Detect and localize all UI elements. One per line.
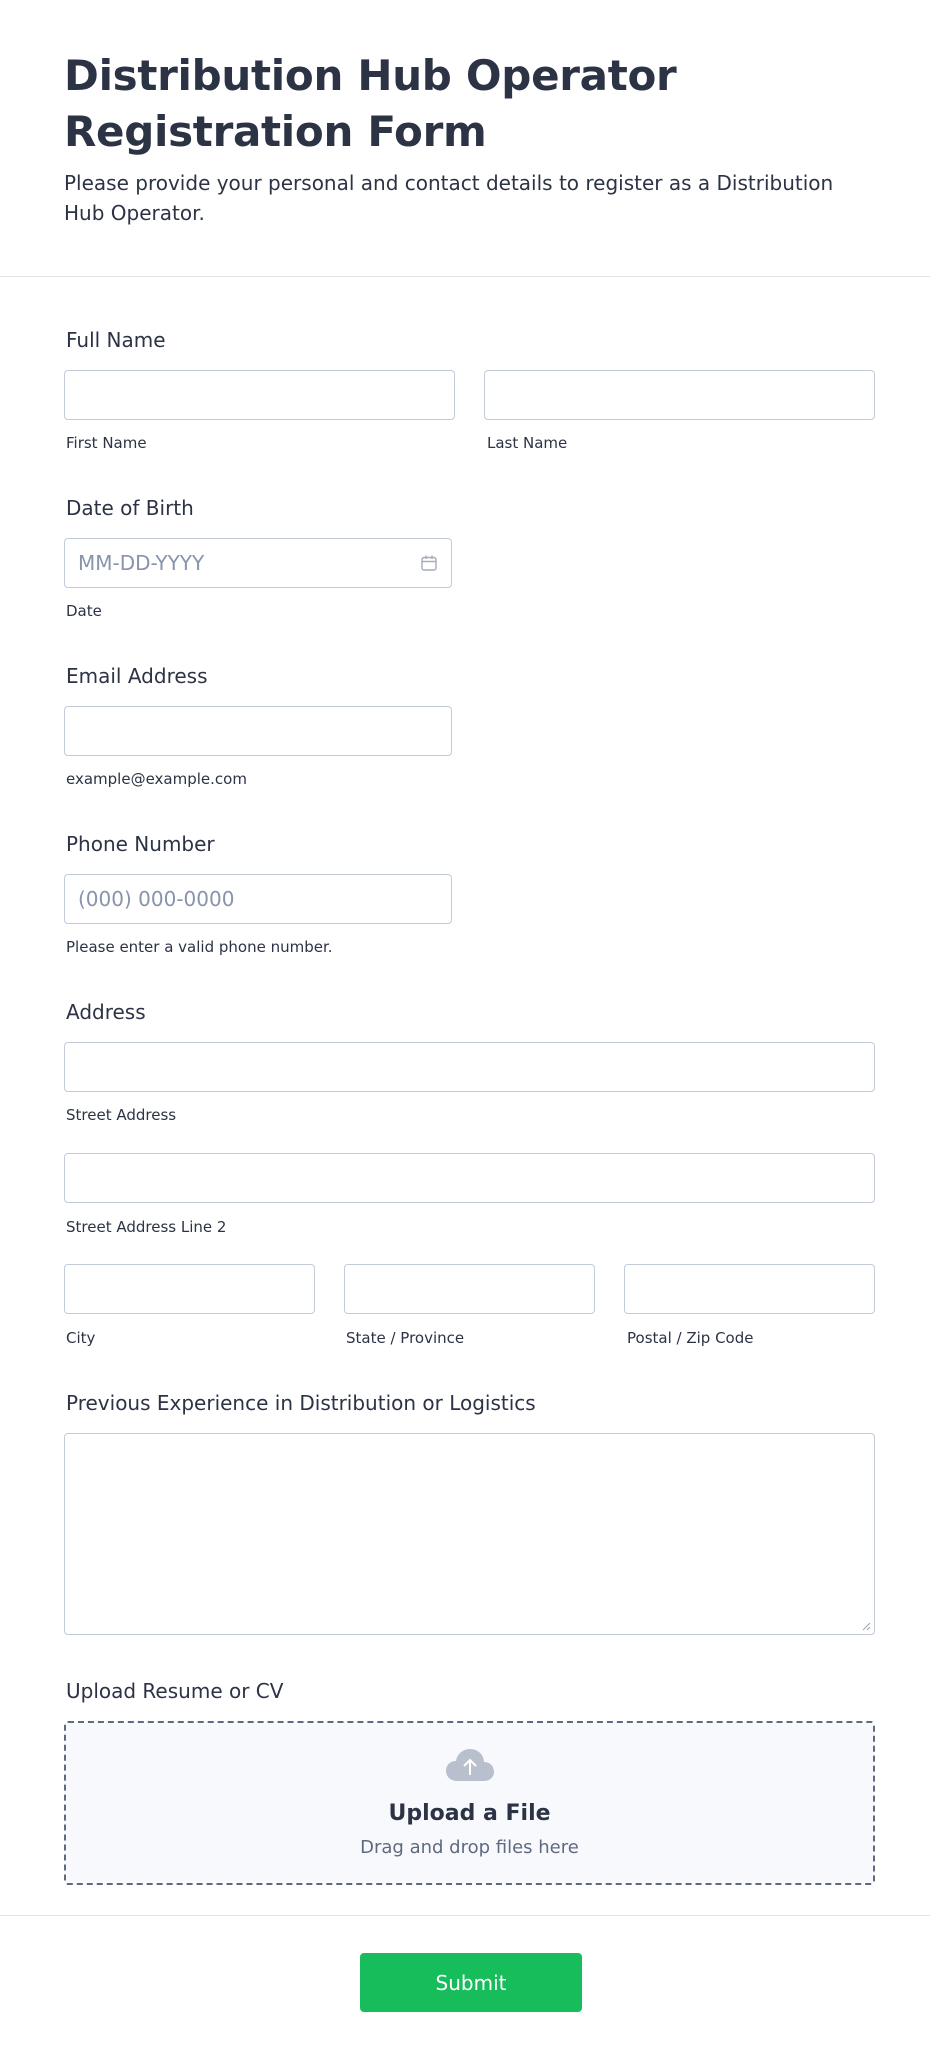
cloud-upload-icon <box>444 1747 496 1783</box>
experience-label: Previous Experience in Distribution or Logistics <box>66 1391 536 1415</box>
street-address-input[interactable] <box>64 1042 875 1092</box>
phone-label: Phone Number <box>66 832 215 856</box>
state-sublabel: State / Province <box>346 1329 465 1347</box>
street-address-line2-input[interactable] <box>64 1153 875 1203</box>
submit-button[interactable]: Submit <box>360 1953 582 2012</box>
experience-textarea[interactable] <box>64 1433 875 1635</box>
address-label: Address <box>66 1000 146 1024</box>
last-name-input[interactable] <box>484 370 875 420</box>
state-input[interactable] <box>344 1264 595 1314</box>
dob-sublabel: Date <box>66 602 102 620</box>
header-divider <box>0 276 930 277</box>
email-sublabel: example@example.com <box>66 770 247 788</box>
first-name-sublabel: First Name <box>66 434 147 452</box>
footer-divider <box>0 1915 930 1916</box>
form-title: Distribution Hub Operator Registration Form <box>64 51 677 156</box>
form-description: Please provide your personal and contact details to register as a Distribution Hub Operator. <box>64 171 834 225</box>
first-name-input[interactable] <box>64 370 455 420</box>
phone-placeholder: (000) 000-0000 <box>78 887 235 911</box>
city-sublabel: City <box>66 1329 96 1347</box>
upload-label: Upload Resume or CV <box>66 1679 284 1703</box>
upload-hint: Drag and drop files here <box>360 1837 579 1858</box>
phone-input[interactable] <box>64 874 452 924</box>
calendar-icon[interactable] <box>420 554 438 572</box>
upload-title: Upload a File <box>388 1801 551 1826</box>
city-input[interactable] <box>64 1264 315 1314</box>
phone-sublabel: Please enter a valid phone number. <box>66 938 333 956</box>
upload-dropzone[interactable] <box>64 1721 875 1885</box>
email-label: Email Address <box>66 664 208 688</box>
dob-placeholder: MM-DD-YYYY <box>78 551 205 575</box>
dob-input[interactable] <box>64 538 452 588</box>
street-address-sublabel: Street Address <box>66 1106 177 1124</box>
resize-grip-icon[interactable] <box>861 1621 871 1631</box>
full-name-label: Full Name <box>66 328 166 352</box>
email-input[interactable] <box>64 706 452 756</box>
last-name-sublabel: Last Name <box>487 434 568 452</box>
dob-label: Date of Birth <box>66 496 194 520</box>
form-header <box>64 48 864 228</box>
zip-sublabel: Postal / Zip Code <box>627 1329 754 1347</box>
zip-input[interactable] <box>624 1264 875 1314</box>
street-address-line2-sublabel: Street Address Line 2 <box>66 1218 227 1236</box>
